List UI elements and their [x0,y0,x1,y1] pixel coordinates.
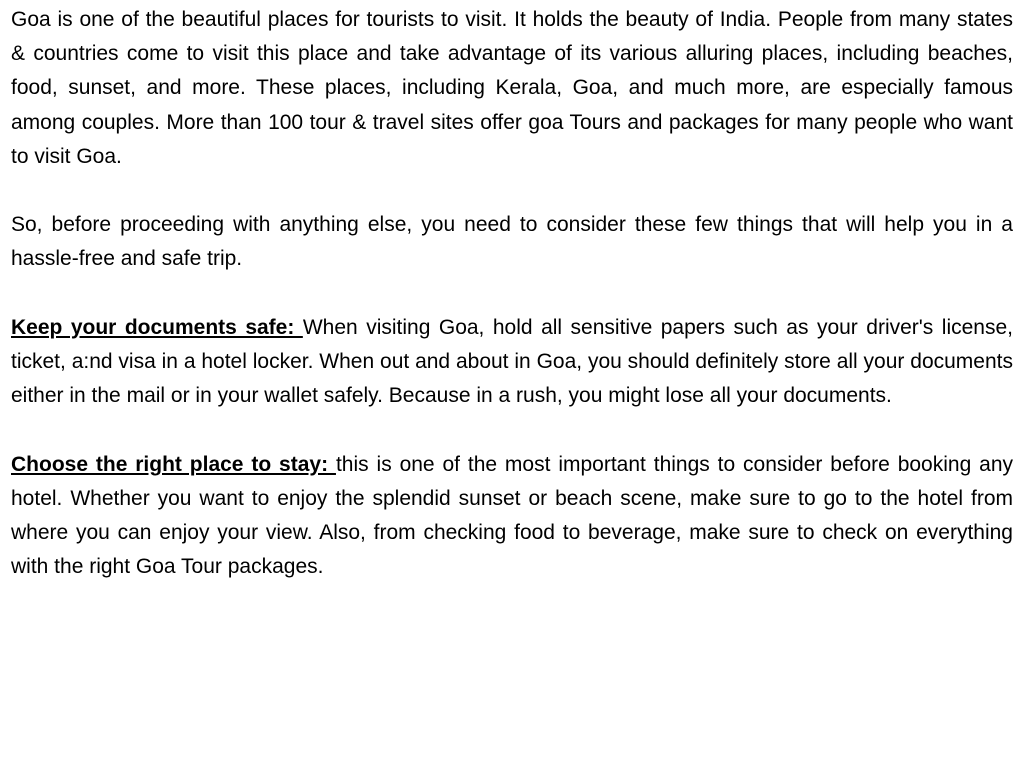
place-to-stay-text: this is one of the most important things to consider before booking any hotel. Whether you want to enjoy the splendid sunset or beach scene, make sure to go to the hotel from where you can enjoy your view. Also, from checking food to beverage, make sure to check on everything with the right Goa Tour packages. [11,452,1013,579]
place-to-stay-heading: Choose the right place to stay: [11,452,336,476]
documents-safe-text: When visiting Goa, hold all sensitive papers such as your driver's license, ticket, a:nd visa in a hotel locker. When out and about in Goa, you should definitely store all your documents either in the mail or in your wallet safely. Because in a rush, you might lose all your documents. [11,315,1013,408]
documents-safe-paragraph [11,311,1013,414]
intro-paragraph-text: Goa is one of the beautiful places for tourists to visit. It holds the beauty of India. People from many states & countries come to visit this place and take advantage of its various alluring places, including beaches, food, sunset, and more. These places, including Kerala, Goa, and much more, are especially famous among couples. More than 100 tour & travel sites offer goa Tours and packages for many people who want to visit Goa. [11,8,1013,168]
place-to-stay-paragraph [11,448,1013,585]
document-body [11,3,1013,619]
documents-safe-heading: Keep your documents safe: [11,315,303,339]
considerations-paragraph [11,208,1013,276]
intro-paragraph [11,3,1013,174]
considerations-paragraph-text: So, before proceeding with anything else, you need to consider these few things that will help you in a hassle-free and safe trip. [11,213,1013,271]
